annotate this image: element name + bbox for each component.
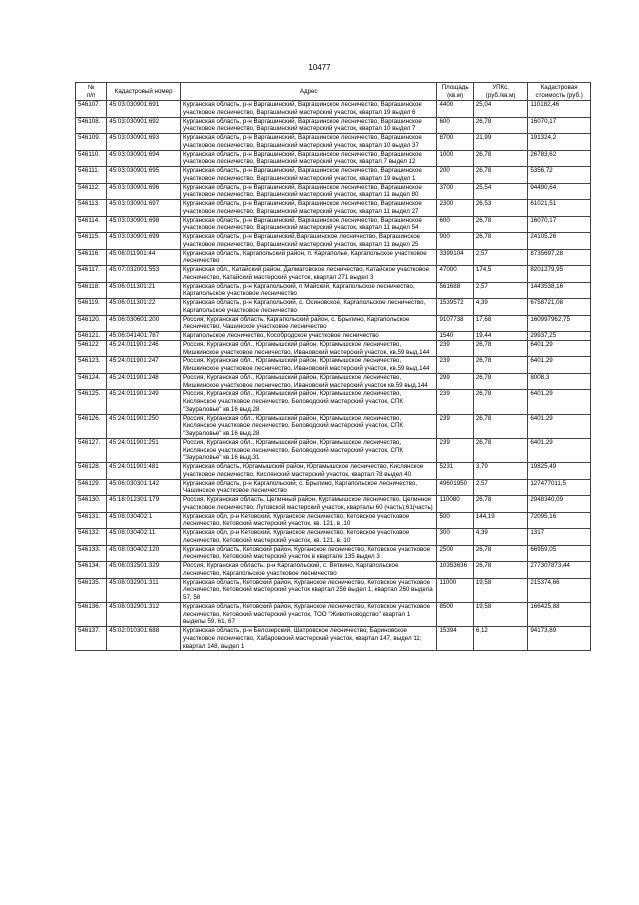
cell-address: Курганская область, Каргапольский район, п. Каргаполье, Каргапольское участковое лесничество — [181, 249, 437, 266]
cell-num: 546127. — [76, 438, 107, 462]
cell-address: Курганская область, р-н Каргапольский, с. Брылино, Каргапольское лесничество, Чашинское участковое лесничество — [181, 479, 437, 496]
cell-address: Каргапольское лесничество, Кособродское участковое лесничество — [181, 332, 437, 341]
cell-address: Россия, Курганская обл., Юргамышский район, Юргамышское лесничество, Кислянское участковое лесничество, Беловодский мастерский участок, СПК "Заураловье" кв.16 выд.28 — [181, 414, 437, 438]
cell-address: Россия, Курганская область, Каргапольский район, с. Брылино, Каргапольское лесничество, Чашинское участковое лесничество — [181, 315, 437, 332]
cell-upks: 4,39 — [473, 529, 528, 546]
cell-cadastral: 45:03:030901:696 — [107, 183, 181, 200]
cell-cost: 160997962,75 — [528, 315, 591, 332]
cell-upks: 26,78 — [473, 117, 528, 134]
cell-cadastral: 45:03:030901:695 — [107, 167, 181, 184]
table-row — [76, 266, 591, 283]
cell-area: 4400 — [437, 101, 473, 118]
cell-cost: 94490,64 — [528, 183, 591, 200]
cell-upks: 26,78 — [473, 216, 528, 233]
cell-upks: 26,78 — [473, 438, 528, 462]
table-row — [76, 512, 591, 529]
cell-address: Курганская область, р-н Варгашинский, Варгашинское лесничество, Варгашинское участковое лесничество, Варгашинский мастерский участок, квартал 11 выдел 27 — [181, 200, 437, 217]
cell-address: Курганская область, р-н Белозерский, Шатровское лесничество, Бариновское участковое лесничество, Хабаровский мастерский участок, квартал 147, выдел 11; квартал 148, выдел 1 — [181, 627, 437, 651]
cell-upks: 19,44 — [473, 332, 528, 341]
cell-cost: 8008,3 — [528, 373, 591, 390]
cell-cadastral: 45:06:041401:787 — [107, 332, 181, 341]
cell-area: 8700 — [437, 134, 473, 151]
table-body — [76, 101, 591, 651]
cell-cadastral: 45:24:011901:481 — [107, 463, 181, 480]
cell-cadastral: 45:03:030901:692 — [107, 117, 181, 134]
cell-upks: 144,19 — [473, 512, 528, 529]
cell-cost: 215374,66 — [528, 578, 591, 602]
cell-cadastral: 45:08:030402:11 — [107, 529, 181, 546]
cell-num: 546132. — [76, 529, 107, 546]
cell-cadastral: 45:03:030901:697 — [107, 200, 181, 217]
cell-address: Курганская область, р-н Варгашинский, Варгашинское лесничество, Варгашинское участковое лесничество, Варгашинский мастерский участок, квартал 7 выдел 12 — [181, 150, 437, 167]
cell-upks: 26,78 — [473, 562, 528, 579]
cell-area: 1000 — [437, 150, 473, 167]
cell-num: 546109. — [76, 134, 107, 151]
cell-num: 546134. — [76, 562, 107, 579]
cell-cost: 110182,46 — [528, 101, 591, 118]
header-num: № п/п — [76, 83, 107, 101]
cell-upks: 2,57 — [473, 282, 528, 299]
cell-area: 239 — [437, 438, 473, 462]
cell-area: 2500 — [437, 545, 473, 562]
cell-area: 900 — [437, 233, 473, 250]
table-row — [76, 562, 591, 579]
cell-num: 546119. — [76, 299, 107, 316]
cell-cost: 26783,62 — [528, 150, 591, 167]
cell-cost: 6401,29 — [528, 357, 591, 374]
cell-upks: 26,78 — [473, 496, 528, 513]
table-row — [76, 150, 591, 167]
cell-cost: 127477011,5 — [528, 479, 591, 496]
cell-num: 546108. — [76, 117, 107, 134]
table-row — [76, 627, 591, 651]
cell-num: 546130. — [76, 496, 107, 513]
cell-upks: 19,58 — [473, 578, 528, 602]
cell-num: 546113. — [76, 200, 107, 217]
table-row — [76, 479, 591, 496]
cell-num: 546135. — [76, 578, 107, 602]
header-upks: УПКс. (руб./кв.м) — [473, 83, 528, 101]
cell-num: 546107. — [76, 101, 107, 118]
cell-num: 546115. — [76, 233, 107, 250]
cadastral-table — [75, 82, 591, 651]
cell-cadastral: 45:06:030301:142 — [107, 479, 181, 496]
table-header-row — [76, 83, 591, 101]
cell-upks: 4,39 — [473, 299, 528, 316]
table-row — [76, 216, 591, 233]
cell-area: 239 — [437, 357, 473, 374]
cell-area: 500 — [437, 512, 473, 529]
cell-upks: 2,57 — [473, 249, 528, 266]
cell-area: 200 — [437, 167, 473, 184]
cell-num: 546126. — [76, 414, 107, 438]
cell-cost: 277307873,44 — [528, 562, 591, 579]
cell-cadastral: 45:06:011301:22 — [107, 299, 181, 316]
table-row — [76, 545, 591, 562]
cell-cadastral: 45:03:030901:691 — [107, 101, 181, 118]
cell-cost: 94173,89 — [528, 627, 591, 651]
cell-area: 1539572 — [437, 299, 473, 316]
table-row — [76, 167, 591, 184]
header-cadastral: Кадастровый номер — [107, 83, 181, 101]
table-row — [76, 357, 591, 374]
cell-upks: 2,57 — [473, 479, 528, 496]
cell-cost: 16070,17 — [528, 117, 591, 134]
cell-cadastral: 45:18:012301:179 — [107, 496, 181, 513]
cell-num: 546120. — [76, 315, 107, 332]
cell-area: 5231 — [437, 463, 473, 480]
cell-area: 239 — [437, 414, 473, 438]
table-row — [76, 200, 591, 217]
table-row — [76, 390, 591, 414]
cell-cadastral: 45:08:030402:120 — [107, 545, 181, 562]
cell-num: 546129. — [76, 479, 107, 496]
cell-area: 15394 — [437, 627, 473, 651]
cell-upks: 26,78 — [473, 167, 528, 184]
cell-area: 561688 — [437, 282, 473, 299]
cell-cost: 2948340,09 — [528, 496, 591, 513]
table-row — [76, 496, 591, 513]
cell-cadastral: 45:06:032501:329 — [107, 562, 181, 579]
cell-upks: 26,78 — [473, 357, 528, 374]
cell-area: 239 — [437, 340, 473, 357]
cell-num: 546137. — [76, 627, 107, 651]
cell-cadastral: 45:24:011901:248 — [107, 373, 181, 390]
table-row — [76, 101, 591, 118]
cell-upks: 26,78 — [473, 390, 528, 414]
cell-cadastral: 45:03:030901:693 — [107, 134, 181, 151]
table-row — [76, 463, 591, 480]
table-row — [76, 332, 591, 341]
cell-num: 546114. — [76, 216, 107, 233]
cell-area: 600 — [437, 216, 473, 233]
cell-area: 10353636 — [437, 562, 473, 579]
cell-upks: 26,78 — [473, 233, 528, 250]
cell-cost: 1317 — [528, 529, 591, 546]
cell-num: 546122 — [76, 340, 107, 357]
cell-area: 49601950 — [437, 479, 473, 496]
cell-cost: 6401,29 — [528, 438, 591, 462]
cell-cadastral: 45:08:032901:311 — [107, 578, 181, 602]
table-row — [76, 529, 591, 546]
cell-cost: 166425,88 — [528, 602, 591, 626]
cell-area: 299 — [437, 373, 473, 390]
cell-area: 110080 — [437, 496, 473, 513]
cell-upks: 19,58 — [473, 602, 528, 626]
cell-num: 546111. — [76, 167, 107, 184]
cell-address: Россия, Курганская обл., Юргамышский район, Юргамышское лесничество, Мишкинское участковое лесничество, Ивановский мастерский участок, кв.59 выд.144 — [181, 357, 437, 374]
cell-upks: 26,53 — [473, 200, 528, 217]
cell-upks: 26,78 — [473, 373, 528, 390]
cell-num: 546128. — [76, 463, 107, 480]
cell-address: Курганская область, р-н Варгашинский,Варгашинское лесничество, Варгашинское участковое лесничество, Варгашинский мастерский участок, квартал 11 выдел 25 — [181, 233, 437, 250]
cell-cost: 5356,72 — [528, 167, 591, 184]
cell-cadastral: 45:08:032901:312 — [107, 602, 181, 626]
cell-area: 239 — [437, 390, 473, 414]
cell-area: 300 — [437, 529, 473, 546]
cell-cadastral: 45:24:011901:247 — [107, 357, 181, 374]
cell-cadastral: 45:06:030601:200 — [107, 315, 181, 332]
cell-cost: 8735697,28 — [528, 249, 591, 266]
table-row — [76, 282, 591, 299]
cell-area: 9107738 — [437, 315, 473, 332]
cell-area: 1540 — [437, 332, 473, 341]
cell-cadastral: 45:06:011301:21 — [107, 282, 181, 299]
cell-address: Курганская обл., Катайский район, Далматовское лесничество, Катайское участковое лесничество, Катайский мастерский участок, квартал 271 выдел 3 — [181, 266, 437, 283]
cell-cadastral: 45:07:032001:553 — [107, 266, 181, 283]
cell-address: Курганская обл, р-н Кетовский, Курганское лесничество, Кетовское участковое лесничество, Кетовский мастерский участок, кв. 121, в. 10 — [181, 529, 437, 546]
cell-cadastral: 45:02:010301:688 — [107, 627, 181, 651]
cell-cost: 6401,29 — [528, 390, 591, 414]
cell-area: 47000 — [437, 266, 473, 283]
cell-num: 546110. — [76, 150, 107, 167]
cell-upks: 17,68 — [473, 315, 528, 332]
table-row — [76, 438, 591, 462]
cell-area: 11000 — [437, 578, 473, 602]
header-area: Площадь (кв.м) — [437, 83, 473, 101]
cell-address: Курганская область, Кетовский район, Курганское лесничество, Кетовское участковое лесничество, Кетовский мастерский участок в квартале 135 выдел 3 — [181, 545, 437, 562]
cell-address: Курганская область, р-н Варгашинский, Варгашинское лесничество, Варгашинское участковое лесничество, Варгашинский мастерский участок, квартал 11 выдел 54 — [181, 216, 437, 233]
cell-cost: 6758721,08 — [528, 299, 591, 316]
table-row — [76, 602, 591, 626]
cell-address: Курганская область, Юргамышский район, Юргамышское лесничество, Кислянское участковое лесничество, Кислянский мастерский участок, квартал 78 выдел 40 — [181, 463, 437, 480]
cell-cadastral: 45:06:011901:44 — [107, 249, 181, 266]
cell-upks: 25,04 — [473, 101, 528, 118]
cell-num: 546136. — [76, 602, 107, 626]
table-row — [76, 315, 591, 332]
cell-num: 546112. — [76, 183, 107, 200]
cell-num: 546121. — [76, 332, 107, 341]
cell-cost: 72095,16 — [528, 512, 591, 529]
table-row — [76, 249, 591, 266]
cell-cost: 6401,29 — [528, 340, 591, 357]
cell-address: Курганская область, р-н Варгашинский, Варгашинское лесничество, Варгашинское участковое лесничество, Варгашинский мастерский участок, квартал 11 выдел 80 — [181, 183, 437, 200]
cell-upks: 26,78 — [473, 545, 528, 562]
cell-area: 3700 — [437, 183, 473, 200]
cell-cost: 29937,25 — [528, 332, 591, 341]
cell-cost: 1443538,16 — [528, 282, 591, 299]
cell-address: Курганская область, р-н Каргапольский, с. Осиновское, Каргапольское лесничество, Каргапольское участковое лесничество — [181, 299, 437, 316]
page-number: 10477 — [308, 63, 331, 72]
cell-address: Россия, Курганская обл., Юргамышский район, Юргамышское лесничество, Мишкинское участковое лесничество, Ивановский мастерский участок кв.59 выд.144 — [181, 373, 437, 390]
cell-upks: 3,79 — [473, 463, 528, 480]
cell-area: 600 — [437, 117, 473, 134]
cell-cadastral: 45:24:011901:251 — [107, 438, 181, 462]
cell-address: Курганская обл, р-н Кетовский, Курганское лесничество, Кетовское участковое лесничество, Кетовский мастерский участок, кв. 121, в .10 — [181, 512, 437, 529]
cell-address: Курганская область, р-н Варгашинский, Варгашинское лесничество, Варгашинское участковое лесничество, Варгашинский мастерский участок, квартал 19 выдел 6 — [181, 101, 437, 118]
table-row — [76, 414, 591, 438]
cell-cost: 6401,29 — [528, 414, 591, 438]
cell-num: 546123. — [76, 357, 107, 374]
cell-upks: 6,12 — [473, 627, 528, 651]
table-row — [76, 117, 591, 134]
cell-address: Курганская область, Кетовский район, Курганское лесничество, Кетовское участковое лесничество, Кетовский мастерский участок квартал 256 выдел 1, квартал 260 выдела 57, 58 — [181, 578, 437, 602]
cell-num: 546117. — [76, 266, 107, 283]
cell-address: Россия, Курганская область, Целинный район, Куртамышское лесничество, Целинное участковое лесничество, Луговской мастерский участок, кварталы 60 (часть),61(часть) — [181, 496, 437, 513]
cell-num: 546118. — [76, 282, 107, 299]
table-row — [76, 299, 591, 316]
cell-address: Россия, Курганская обл., Юргамышский район, Юргамышское лесничество, Кислянское участковое лесничество, Беловодский мастерский участок, СПК "Заураловье" кв.16 выд.28 — [181, 390, 437, 414]
cell-num: 546133. — [76, 545, 107, 562]
cell-address: Курганская область, р-н Варгашинский, Варгашинское лесничество, Варгашинское участковое лесничество, Варгашинский мастерский участок, квартал 10 выдел 7 — [181, 117, 437, 134]
header-address: Адрес — [181, 83, 437, 101]
cell-address: Россия, Курганская обл., Юргамышский район, Юргамышское лесничество, Кислянское участковое лесничество, Беловодский мастерский участок, СПК "Заураловье" кв.16 выд.31 — [181, 438, 437, 462]
cell-cost: 66959,05 — [528, 545, 591, 562]
cell-num: 546125. — [76, 390, 107, 414]
cell-upks: 26,78 — [473, 340, 528, 357]
cell-upks: 21,99 — [473, 134, 528, 151]
cell-num: 546131. — [76, 512, 107, 529]
table-row — [76, 373, 591, 390]
cell-address: Россия, Курганская область, р-н Каргапольский, с. Вяткино, Каргапольское лесничество, Каргапольское участковое лесничество — [181, 562, 437, 579]
cell-upks: 26,78 — [473, 414, 528, 438]
cell-address: Россия, Курганская обл., Юргамышский район, Юргамышское лесничество, Мишкинское участковое лесничество, Ивановский мастерский участок, кв.59 выд.144 — [181, 340, 437, 357]
cell-cost: 61021,51 — [528, 200, 591, 217]
cell-cost: 8201279,95 — [528, 266, 591, 283]
table-row — [76, 134, 591, 151]
cell-area: 2300 — [437, 200, 473, 217]
cell-cost: 24105,26 — [528, 233, 591, 250]
cell-cadastral: 45:03:030901:699 — [107, 233, 181, 250]
cell-num: 546124. — [76, 373, 107, 390]
cell-cadastral: 45:08:030402:1 — [107, 512, 181, 529]
cell-cost: 191324,2 — [528, 134, 591, 151]
table-row — [76, 183, 591, 200]
cell-cadastral: 45:24:011901:249 — [107, 390, 181, 414]
cell-area: 8500 — [437, 602, 473, 626]
table-row — [76, 340, 591, 357]
cell-address: Курганская область, р-н Варгашинский, Варгашинское лесничество, Варгашинское участковое лесничество, Варгашинский мастерский участок, квартал 10 выдел 37 — [181, 134, 437, 151]
header-cost: Кадастровая стоимость (руб.) — [528, 83, 591, 101]
cell-cadastral: 45:24:011901:246 — [107, 340, 181, 357]
cell-cadastral: 45:03:030901:698 — [107, 216, 181, 233]
cell-upks: 26,78 — [473, 150, 528, 167]
cell-address: Курганская область, р-н Варгашинский, Варгашинское лесничество, Варгашинское участковое лесничество, Варгашинский мастерский участок, квартал 19 выдел 1 — [181, 167, 437, 184]
cell-cadastral: 45:24:011901:250 — [107, 414, 181, 438]
cell-upks: 174,5 — [473, 266, 528, 283]
cell-upks: 25,54 — [473, 183, 528, 200]
cell-cadastral: 45:03:030901:694 — [107, 150, 181, 167]
cell-area: 3399104 — [437, 249, 473, 266]
cell-cost: 16070,17 — [528, 216, 591, 233]
table-row — [76, 578, 591, 602]
table-row — [76, 233, 591, 250]
cell-num: 546116. — [76, 249, 107, 266]
cell-cost: 19825,49 — [528, 463, 591, 480]
cell-address: Курганская область, р-н Каргапольский, п Майский, Каргапольское лесничество, Каргапольское участковое лесничество — [181, 282, 437, 299]
cell-address: Курганская область, Кетовский район, Курганское лесничество, Кетовское участковое лесничество, Кетовский мастерский участок, ТОО "Животноводство" квартал 1 выделы 59, 61, 67 — [181, 602, 437, 626]
